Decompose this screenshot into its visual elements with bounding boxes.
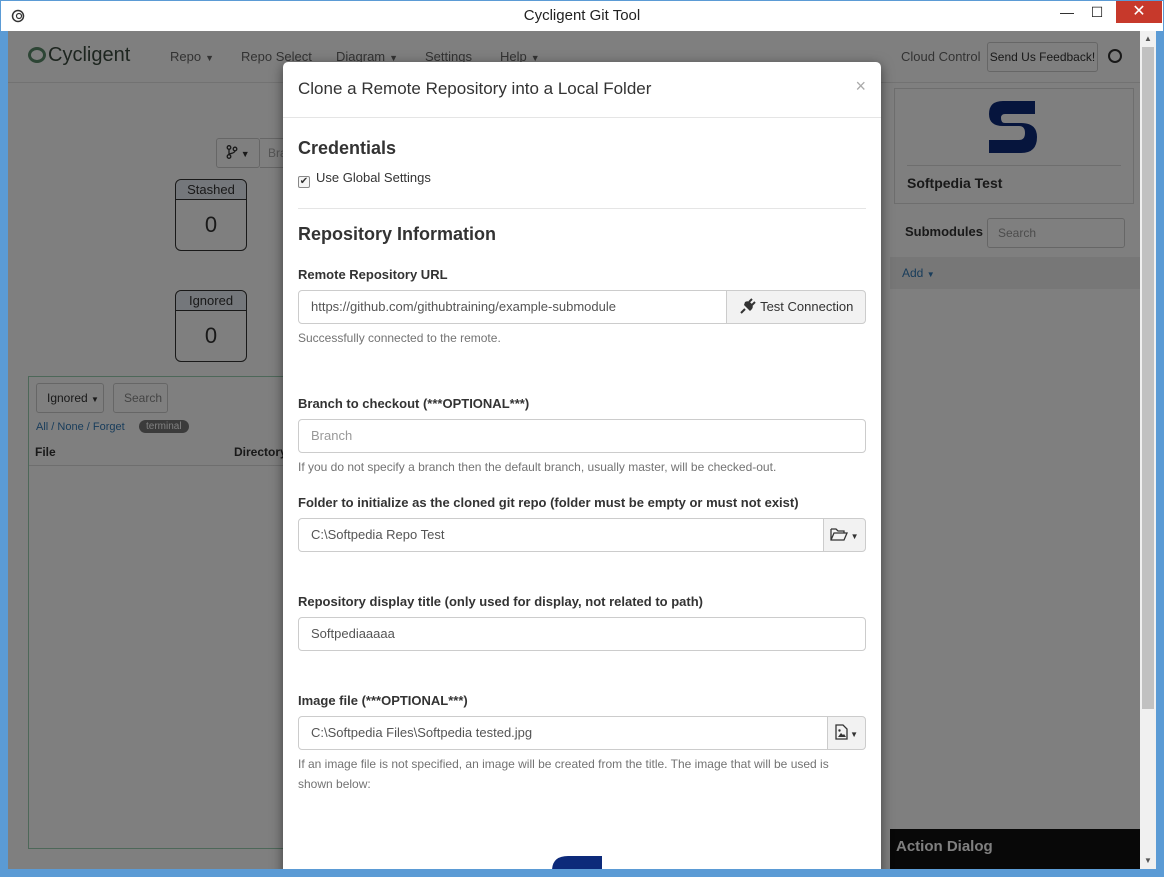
scrollbar-thumb[interactable] xyxy=(1142,47,1154,709)
connection-status: Successfully connected to the remote. xyxy=(298,331,501,345)
image-browse-button[interactable]: ▼ xyxy=(827,716,866,750)
branch-input-field[interactable]: Branch xyxy=(298,419,866,453)
modal-title: Clone a Remote Repository into a Local Folder xyxy=(298,79,652,98)
clone-repo-modal xyxy=(283,62,881,869)
folder-open-icon xyxy=(830,527,848,541)
minimize-button[interactable]: — xyxy=(1060,4,1074,20)
window-frame-bottom xyxy=(0,869,1164,877)
use-global-settings-checkbox[interactable]: ✔ xyxy=(299,176,309,187)
folder-input[interactable]: C:\Softpedia Repo Test xyxy=(298,518,824,552)
maximize-button[interactable]: ☐ xyxy=(1090,4,1104,20)
branch-label: Branch to checkout (***OPTIONAL***) xyxy=(298,396,530,411)
window-title: Cycligent Git Tool xyxy=(523,7,641,24)
image-file-label: Image file (***OPTIONAL***) xyxy=(298,693,468,708)
scroll-up-arrow-icon[interactable]: ▲ xyxy=(1144,34,1152,43)
window-titlebar xyxy=(0,0,1164,31)
modal-header xyxy=(283,62,881,118)
display-title-label: Repository display title (only used for display, not related to path) xyxy=(298,594,703,609)
remote-url-label: Remote Repository URL xyxy=(298,267,448,282)
folder-label: Folder to initialize as the cloned git repo (folder must be empty or must not exist) xyxy=(298,495,799,510)
image-preview-s-logo xyxy=(548,852,606,869)
credentials-heading: Credentials xyxy=(298,138,397,158)
scroll-down-arrow-icon[interactable]: ▼ xyxy=(1144,856,1152,865)
image-help-text: If an image file is not specified, an image will be created from the title. The image that will be used is shown below: xyxy=(298,757,829,791)
modal-close-button[interactable]: × xyxy=(855,76,866,96)
section-divider xyxy=(298,208,866,209)
plug-icon xyxy=(739,298,757,314)
image-file-icon xyxy=(835,724,848,740)
use-global-settings-row[interactable] xyxy=(298,170,431,188)
repository-info-heading: Repository Information xyxy=(298,224,497,244)
image-file-input[interactable]: C:\Softpedia Files\Softpedia tested.jpg xyxy=(298,716,828,750)
use-global-settings-label: Use Global Settings xyxy=(316,170,431,185)
page-scrollbar[interactable] xyxy=(1140,31,1156,869)
display-title-input[interactable]: Softpediaaaaa xyxy=(298,617,866,651)
window-frame-right xyxy=(1156,31,1164,877)
app-area xyxy=(8,31,1156,869)
remote-url-input[interactable]: https://github.com/githubtraining/example-submodule xyxy=(298,290,727,324)
branch-help-text: If you do not specify a branch then the default branch, usually master, will be checked-out. xyxy=(298,460,777,474)
folder-browse-button[interactable]: ▼ xyxy=(823,518,866,552)
test-connection-button[interactable]: Test Connection xyxy=(726,290,866,324)
window-frame-left xyxy=(0,31,8,877)
window-close-button[interactable]: ✕ xyxy=(1116,1,1162,23)
